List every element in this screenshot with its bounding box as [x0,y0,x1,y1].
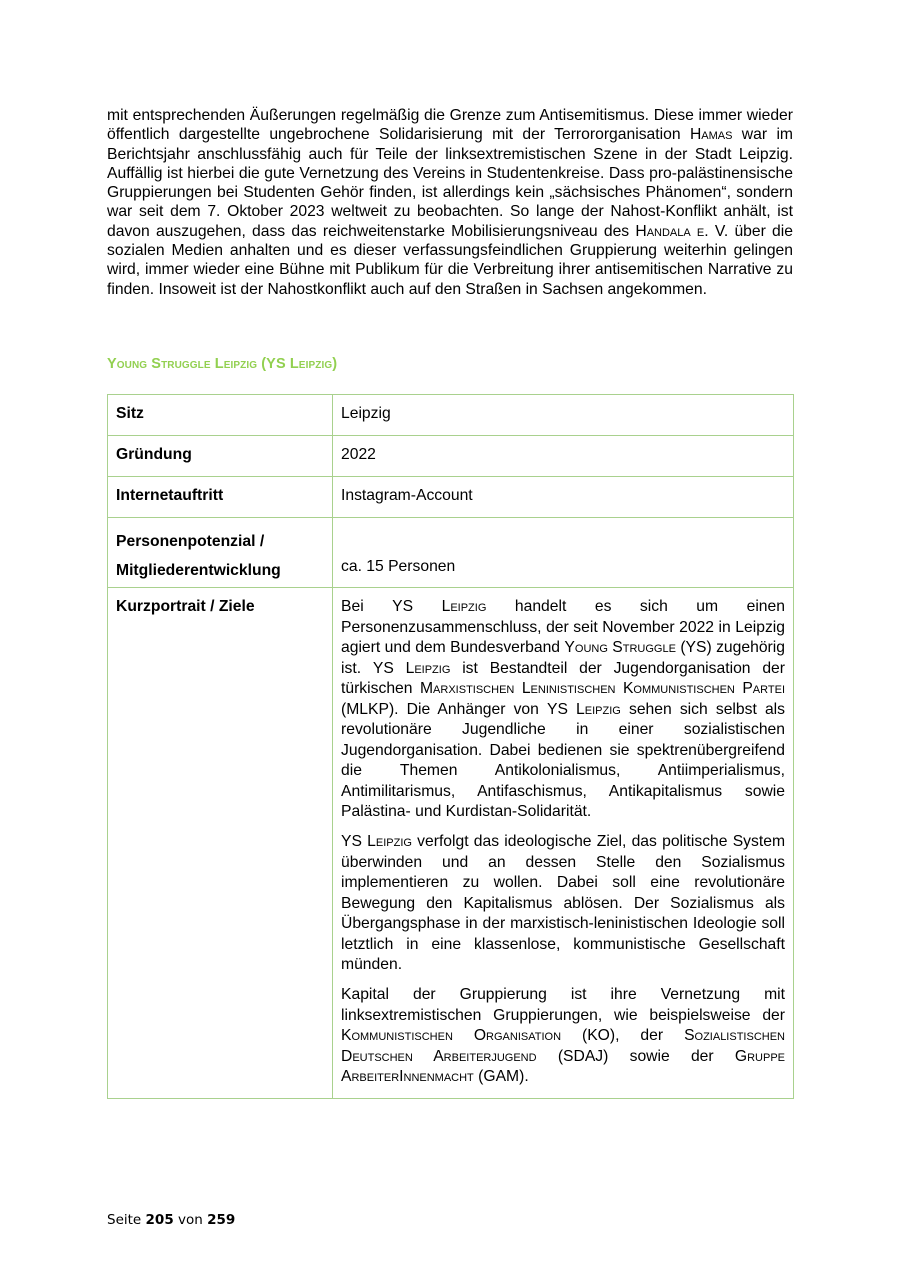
intro-text-2: war im Berichtsjahr anschlussfähig auch für Teile der linksextremistischen Szene in der Stadt Leipzig. Auffällig ist hierbei die gute Vernetzung des Vereins in Studentenkreise. Dass pro-palästinensische Gruppierungen bei Studenten Gehör finden, ist allerdings kein „sächsisches Phänomen“, sondern war seit dem 7. Oktober 2023 weltweit zu beobachten. So lange der Nahost-Konflikt anhält, ist davon auszugehen, dass das reichweitenstarke Mobilisierungsniveau des [107,126,793,240]
internet-label-cell [108,477,333,518]
p2-text-b: verfolgt das ideologische Ziel, das politische System überwinden und an dessen Stelle den Sozialismus implementieren zu wollen. Dabei soll eine revolutionäre Bewegung den Kapitalismus ablösen. Der Sozialismus als Übergangsphase in der marxistisch-leninistischen Ideologie soll letztlich in eine klassenlose, kommunistische Gesellschaft münden. [341,833,786,973]
p1-text-i: (MLKP). Die Anhänger von [341,700,548,718]
p3-text-e: (SDAJ) sowie der [536,1047,735,1065]
intro-text-1: mit entsprechenden Äußerungen regelmäßig die Grenze zum Antisemitismus. Diese immer wieder öffentlich dargestellte ungebrochene Solidarisierung mit der Terrororganisation [107,107,793,144]
portrait-label-cell [108,588,333,1099]
p3-text-g: (GAM). [473,1068,529,1085]
table-row-sitz [108,395,794,436]
internet-value: Instagram-Account [341,487,473,504]
table-row-portrait [108,588,794,1099]
p1-text-k: sehen sich selbst als revolutionäre Jugendliche in einer sozialistischen Jugendorganisation. Dabei bedienen sie spektrenübergreifend die Themen Antikolonialismus, Antiimperialismus, Antimilitarismus, Antifaschismus, Antikapitalismus sowie Palästina- und Kurdistan-Solidarität. [341,700,786,820]
table-row-gruendung [108,436,794,477]
personen-label-line-1: Personenpotenzial / [116,533,265,550]
portrait-paragraph-1 [341,597,785,823]
personen-label-cell [108,518,333,588]
p3-org-sdaj: Sozialistischen Deutschen Arbeiterjugend [341,1027,785,1065]
personen-label [116,518,324,585]
p3-org-gam: Gruppe ArbeiterInnenmacht [341,1047,785,1085]
personen-label-line-2: Mitgliederentwicklung [116,562,281,579]
table-row-personen [108,518,794,588]
internet-label: Internetauftritt [116,487,224,504]
p1-text-c: handelt es sich um einen Personenzusammenschluss, der seit November 2022 in Leipzig agiert und dem Bundesverband [341,598,785,656]
p1-org-mlkp: Marxistischen Leninistischen Kommunistischen Partei [419,680,786,697]
table-row-internet [108,477,794,518]
footer-middle: von [173,1212,208,1228]
internet-value-cell [333,477,794,518]
p1-org-ys-leipzig-3: YS Leipzig [547,700,621,718]
footer-total-pages: 259 [207,1212,236,1228]
intro-paragraph [107,106,793,299]
portrait-value-cell [333,588,794,1099]
personen-value-cell [333,518,794,588]
sitz-label: Sitz [116,405,144,422]
footer-prefix: Seite [107,1212,146,1228]
intro-org-handala: Handala e. [635,222,709,240]
portrait-paragraph-2 [341,832,785,976]
profile-table [107,394,794,1099]
p1-org-young-struggle: Young Struggle [564,639,676,656]
gruendung-value-cell [333,436,794,477]
p1-text-e: (YS) zugehörig ist. [341,639,785,677]
p1-text-g: ist Bestandteil der Jugendorganisation der türkischen [341,659,786,697]
gruendung-label-cell [108,436,333,477]
intro-text-3: V. über die sozialen Medien anhalten und es dieser verfassungsfeindlichen Gruppierung weiterhin gelingen wird, immer wieder eine Bühne mit Publikum für die Verbreitung ihrer antisemitischen Narrative zu finden. Insoweit ist der Nahostkonflikt auch auf den Straßen in Sachsen angekommen. [107,222,793,298]
page-footer [107,1212,235,1228]
intro-org-hamas: Hamas [689,126,733,144]
p3-org-ko: Kommunistischen Organisation [341,1027,562,1044]
p1-text-a: Bei [341,598,393,615]
p3-text-a: Kapital der Gruppierung ist ihre Vernetzung mit linksextremistischen Gruppierungen, wie beispielsweise der [341,986,785,1024]
sitz-label-cell [108,395,333,436]
sitz-value: Leipzig [341,405,391,422]
portrait-text [341,588,785,1098]
section-heading: Young Struggle Leipzig (YS Leipzig) [107,356,338,372]
p2-org-ys-leipzig: YS Leipzig [341,833,412,850]
p3-text-c: (KO), der [561,1027,685,1044]
sitz-value-cell [333,395,794,436]
p1-org-ys-leipzig: YS Leipzig [392,598,487,615]
gruendung-value: 2022 [341,446,376,463]
gruendung-label: Gründung [116,446,192,463]
personen-value: ca. 15 Personen [341,558,456,575]
footer-page-number: 205 [145,1212,174,1228]
portrait-paragraph-3 [341,985,785,1088]
p1-org-ys-leipzig-2: YS Leipzig [372,659,451,677]
portrait-label: Kurzportrait / Ziele [116,598,255,615]
